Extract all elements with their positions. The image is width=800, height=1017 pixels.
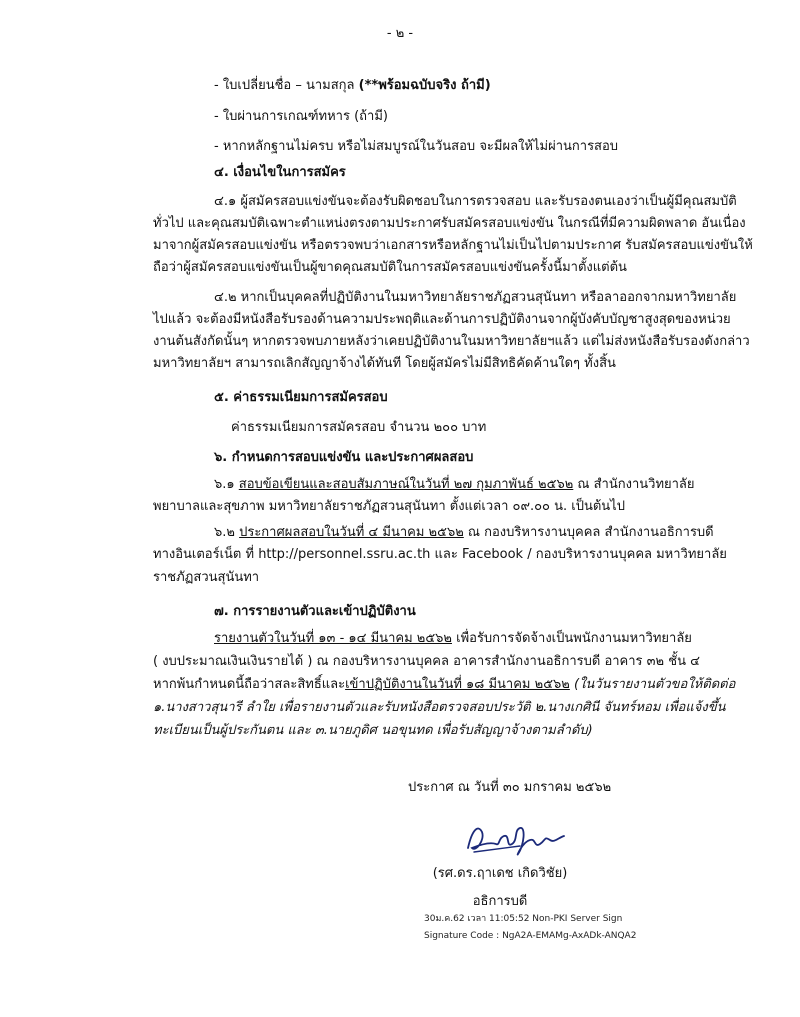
- section-7-line3: [153, 676, 735, 694]
- section-6-2-line2: ทางอินเตอร์เน็ต ที่ http://personnel.ssru.ac.th และ Facebook / กองบริหารงานบุคคล มหาวิทยาลัย: [153, 547, 727, 562]
- section-7-purpose: เพื่อรับการจัดจ้างเป็นพนักงานมหาวิทยาลัย: [452, 631, 692, 646]
- section-4-1-line: มาจากผู้สมัครสอบแข่งขัน หรือตรวจพบว่าเอกสารหรือหลักฐานไม่เป็นไปตามประกาศ รับสมัครสอบแข่งขันให้: [153, 238, 753, 253]
- signer-position: อธิการบดี: [472, 894, 528, 909]
- doc-item-military: - ใบผ่านการเกณฑ์ทหาร (ถ้ามี): [214, 109, 388, 124]
- section-6-2-line3: ราชภัฏสวนสุนันทา: [153, 570, 260, 585]
- section-6-heading: ๖. กำหนดการสอบแข่งขัน และประกาศผลสอบ: [214, 450, 474, 465]
- section-4-heading: ๔. เงื่อนไขในการสมัคร: [214, 165, 346, 180]
- section-7-line: [214, 630, 692, 648]
- section-4-2-line: งานต้นสังกัดนั้นๆ หากตรวจพบภายหลังว่าเคยปฏิบัติงานในมหาวิทยาลัยฯแล้ว แต่ไม่ส่งหนังสือรับรองดังกล่าว: [153, 334, 750, 349]
- section-7-line4: ๑.นางสาวสุนารี ลำใย เพื่อรายงานตัวและรับหนังสือตรวจสอบประวัติ ๒.นางเกศินี จันทร์หอม เพื่อแจ้งขึ้น: [153, 700, 726, 715]
- section-4-2-line: ไปแล้ว จะต้องมีหนังสือรับรองด้านความประพฤติและด้านการปฏิบัติงานจากผู้บังคับบัญชาสูงสุดของหน่วย: [153, 312, 731, 327]
- exam-date: สอบข้อเขียนและสอบสัมภาษณ์ในวันที่ ๒๗ กุมภาพันธ์ ๒๕๖๒: [238, 477, 574, 492]
- section-7-line5: ทะเบียนเป็นผู้ประกันตน และ ๓.นายภูดิศ นอขุนทด เพื่อรับสัญญาจ้างตามลำดับ): [153, 723, 593, 738]
- section-5-heading: ๕. ค่าธรรมเนียมการสมัครสอบ: [214, 390, 388, 405]
- doc-item-name-change-text: - ใบเปลี่ยนชื่อ – นามสกุล: [214, 78, 359, 93]
- report-date: รายงานตัวในวันที่ ๑๓ - ๑๔ มีนาคม ๒๕๖๒: [214, 631, 452, 646]
- doc-item-incomplete: - หากหลักฐานไม่ครบ หรือไม่สมบูรณ์ในวันสอบ จะมีผลให้ไม่ผ่านการสอบ: [214, 139, 619, 154]
- section-6-1-line2: พยาบาลและสุขภาพ มหาวิทยาลัยราชภัฏสวนสุนันทา ตั้งแต่เวลา ๐๙.๐๐ น. เป็นต้นไป: [153, 499, 625, 514]
- section-4-1-line: ๔.๑ ผู้สมัครสอบแข่งขันจะต้องรับผิดชอบในการตรวจสอบ และรับรองตนเองว่าเป็นผู้มีคุณสมบัติ: [214, 194, 737, 209]
- section-7-deadline-text: หากพ้นกำหนดนี้ถือว่าสละสิทธิ์และ: [153, 677, 346, 692]
- section-4-2-line: ๔.๒ หากเป็นบุคคลที่ปฏิบัติงานในมหาวิทยาลัยราชภัฏสวนสุนันทา หรือลาออกจากมหาวิทยาลัย: [214, 290, 737, 305]
- section-6-2-number: ๖.๒: [214, 525, 240, 540]
- signer-name: (รศ.ดร.ฤาเดช เกิดวิชัย): [432, 866, 568, 881]
- section-6-1-venue: ณ สำนักงานวิทยาลัย: [573, 477, 695, 492]
- section-6-1-number: ๖.๑: [214, 477, 239, 492]
- section-7-heading: ๗. การรายงานตัวและเข้าปฏิบัติงาน: [214, 604, 416, 619]
- section-7-contact-intro: (ในวันรายงานตัวขอให้ติดต่อ: [569, 677, 736, 692]
- section-4-1-line: ทั่วไป และคุณสมบัติเฉพาะตำแหน่งตรงตามประกาศรับสมัครสอบแข่งขัน ในกรณีที่มีความผิดพลาด อันเนื่อง: [153, 216, 746, 231]
- section-6-2-venue: ณ กองบริหารงานบุคคล สำนักงานอธิการบดี: [463, 525, 714, 540]
- announcement-date: ประกาศ ณ วันที่ ๓๐ มกราคม ๒๕๖๒: [408, 780, 612, 795]
- result-date: ประกาศผลสอบในวันที่ ๔ มีนาคม ๒๕๖๒: [239, 525, 464, 540]
- section-5-body: ค่าธรรมเนียมการสมัครสอบ จำนวน ๒๐๐ บาท: [231, 420, 487, 435]
- section-7-line2: ( งบประมาณเงินเงินรายได้ ) ณ กองบริหารงานบุคคล อาคารสำนักงานอธิการบดี อาคาร ๓๒ ชั้น ๔: [153, 654, 700, 669]
- start-work-date: เข้าปฏิบัติงานในวันที่ ๑๘ มีนาคม ๒๕๖๒: [345, 677, 570, 692]
- doc-item-name-change: [214, 77, 491, 95]
- section-4-1-line: ถือว่าผู้สมัครสอบแข่งขันเป็นผู้ขาดคุณสมบัติในการสมัครสอบแข่งขันครั้งนี้มาตั้งแต่ต้น: [153, 260, 627, 275]
- esign-timestamp: 30ม.ค.62 เวลา 11:05:52 Non-PKI Server Sign: [424, 914, 623, 924]
- handwritten-signature: [460, 818, 580, 862]
- section-6-2-line: [214, 524, 714, 542]
- section-4-2-line: มหาวิทยาลัยฯ สามารถเลิกสัญญาจ้างได้ทันที โดยผู้สมัครไม่มีสิทธิคัดค้านใดๆ ทั้งสิ้น: [153, 356, 616, 371]
- esign-code: Signature Code : NgA2A-EMAMg-AxADk-ANQA2: [424, 931, 637, 941]
- doc-item-name-change-note: (**พร้อมฉบับจริง ถ้ามี): [358, 78, 491, 93]
- section-6-1-line: [214, 476, 695, 494]
- page-number: - ๒ -: [386, 26, 414, 41]
